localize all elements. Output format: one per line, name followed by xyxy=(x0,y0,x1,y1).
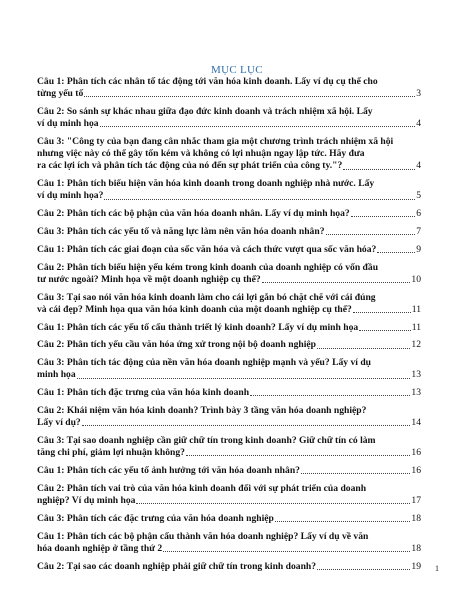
dot-leader xyxy=(326,233,416,235)
toc-entry-title-line: Câu 1: Phân tích các nhân tố tác động tới văn hóa kinh doanh. Lấy ví dụ cụ thể cho xyxy=(37,76,378,87)
toc-entry[interactable] xyxy=(37,561,421,573)
toc-entry-title-line: Câu 1: Phân tích các bộ phận cấu thành văn hóa doanh nghiệp? Lấy ví dụ về văn xyxy=(37,530,369,542)
toc-entry-title-end: Câu 1: Phân tích đặc trưng của văn hóa kinh doanh xyxy=(37,387,250,399)
dot-leader xyxy=(136,502,410,504)
toc-entry-page-number: 19 xyxy=(411,560,421,572)
toc-entry-page-number: 11 xyxy=(411,321,421,333)
dot-leader xyxy=(262,281,411,283)
toc-entry-page-number: 4 xyxy=(416,118,421,130)
toc-entry-title-line: Câu 2: Khái niệm văn hóa kinh doanh? Trình bày 3 tầng văn hóa doanh nghiệp? xyxy=(37,404,367,416)
table-of-contents xyxy=(37,76,421,578)
toc-entry-page-number: 6 xyxy=(416,208,421,220)
toc-entry-title-line: Câu 3: Tại sao doanh nghiệp cần giữ chữ tín trong kinh doanh? Giữ chữ tín có làm xyxy=(37,434,376,446)
toc-entry-title-end: từng yếu tố xyxy=(37,88,84,100)
toc-entry-last-line xyxy=(37,304,421,316)
toc-entry-title-end: Câu 2: Phân tích yếu cầu văn hóa ứng xử trong nội bộ doanh nghiệp xyxy=(37,339,316,351)
toc-entry-title-line: Câu 1: Phân tích biểu hiện văn hóa kinh doanh trong doanh nghiệp nhà nước. Lấy xyxy=(37,178,375,190)
toc-entry-page-number: 9 xyxy=(416,243,421,255)
toc-entry-title-line: Câu 2: Phân tích vai trò của văn hóa kinh doanh đối với sự phát triển của doanh xyxy=(37,482,367,494)
toc-entry-last-line xyxy=(37,417,421,429)
dot-leader xyxy=(250,394,410,396)
toc-entry[interactable] xyxy=(37,387,421,399)
toc-entry-title-line: Câu 3: Phân tích tác động của nền văn hóa doanh nghiệp mạnh và yếu? Lấy ví dụ xyxy=(37,357,371,369)
toc-entry-last-line xyxy=(37,118,421,130)
dot-leader xyxy=(163,550,410,552)
toc-entry-last-line xyxy=(37,208,421,220)
toc-entry-page-number: 4 xyxy=(416,160,421,172)
toc-entry-page-number: 13 xyxy=(411,387,421,399)
toc-entry[interactable] xyxy=(37,435,421,459)
toc-entry-title-end: ví dụ minh họa? xyxy=(37,190,104,202)
toc-entry-last-line xyxy=(37,160,421,172)
page-number: 1 xyxy=(435,564,439,573)
toc-entry-page-number: 13 xyxy=(411,369,421,381)
toc-heading: MỤC LỤC xyxy=(211,64,263,76)
toc-entry-page-number: 3 xyxy=(416,88,421,100)
toc-entry-title-end: Lấy ví dụ? xyxy=(37,417,81,429)
toc-entry[interactable] xyxy=(37,106,421,130)
toc-entry-title-end: minh họa xyxy=(37,369,76,381)
toc-entry[interactable] xyxy=(37,262,421,286)
toc-entry-title-end: Câu 1: Phân tích các giai đoạn của sốc văn hóa và cách thức vượt qua sốc văn hóa? xyxy=(37,243,377,255)
dot-leader xyxy=(100,125,416,127)
toc-entry[interactable] xyxy=(37,226,421,238)
dot-leader xyxy=(84,95,415,97)
toc-entry[interactable] xyxy=(37,339,421,351)
toc-entry-page-number: 5 xyxy=(416,190,421,202)
toc-entry-last-line xyxy=(37,543,421,555)
dot-leader xyxy=(377,251,415,253)
toc-entry-title-line: Câu 2: Phân tích biểu hiện yếu kém trong kinh doanh của doanh nghiệp có vốn đầu xyxy=(37,261,379,273)
toc-entry-last-line xyxy=(37,387,421,399)
toc-entry-page-number: 18 xyxy=(411,542,421,554)
toc-entry-page-number: 12 xyxy=(411,339,421,351)
toc-entry-last-line xyxy=(37,513,421,525)
toc-entry-last-line xyxy=(37,495,421,507)
dot-leader xyxy=(343,168,415,170)
toc-entry-last-line xyxy=(37,244,421,256)
toc-entry-last-line xyxy=(37,274,421,286)
dot-leader xyxy=(275,520,411,522)
toc-entry[interactable] xyxy=(37,465,421,477)
dot-leader xyxy=(186,454,410,456)
toc-entry-last-line xyxy=(37,339,421,351)
toc-entry[interactable] xyxy=(37,531,421,555)
toc-entry[interactable] xyxy=(37,136,421,173)
toc-entry-last-line xyxy=(37,226,421,238)
toc-entry-title-line: Câu 2: So sánh sự khác nhau giữa đạo đức kinh doanh và trách nhiệm xã hội. Lấy xyxy=(37,106,373,117)
toc-entry-title-end: Câu 2: Phân tích các bộ phận của văn hóa doanh nhân. Lấy ví dụ minh họa? xyxy=(37,208,350,220)
toc-entry-title-end: Câu 2: Tại sao các doanh nghiệp phải giữ chữ tín trong kinh doanh? xyxy=(37,560,317,572)
toc-entry-title-end: Câu 1: Phân tích các yếu tố ảnh hưởng tới văn hóa doanh nhân? xyxy=(37,464,300,476)
toc-entry-title-end: hóa doanh nghiệp ở tầng thứ 2 xyxy=(37,542,163,554)
dot-leader xyxy=(317,347,410,349)
toc-entry[interactable] xyxy=(37,322,421,334)
toc-entry[interactable] xyxy=(37,76,421,100)
dot-leader xyxy=(317,568,410,570)
toc-entry-page-number: 17 xyxy=(411,494,421,506)
dot-leader xyxy=(351,215,416,217)
toc-entry-page-number: 16 xyxy=(411,464,421,476)
toc-entry-title-end: Câu 3: Phân tích các đặc trưng của văn hóa doanh nghiệp xyxy=(37,512,274,524)
toc-entry-last-line xyxy=(37,322,421,334)
toc-entry-last-line xyxy=(37,190,421,202)
toc-entry-title-end: Câu 1: Phân tích các yếu tố cấu thành triết lý kinh doanh? Lấy ví dụ minh họa xyxy=(37,321,359,333)
toc-entry-title-end: và cái đẹp? Minh họa qua văn hóa kinh doanh của một doanh nghiệp cụ thể? xyxy=(37,303,352,315)
toc-entry-last-line xyxy=(37,447,421,459)
toc-entry-title-end: nghiệp? Ví dụ minh họa xyxy=(37,494,136,506)
dot-leader xyxy=(104,198,415,200)
toc-entry-last-line xyxy=(37,465,421,477)
toc-entry-page-number: 11 xyxy=(411,303,421,315)
toc-entry-title-end: ra các lợi ích và phân tích tác động của nó đến sự phát triển của công ty."? xyxy=(37,160,343,172)
toc-entry[interactable] xyxy=(37,405,421,429)
dot-leader xyxy=(301,472,410,474)
dot-leader xyxy=(77,377,411,379)
toc-entry[interactable] xyxy=(37,292,421,316)
toc-entry-title-end: Câu 3: Phân tích các yếu tố và năng lực làm nên văn hóa doanh nhân? xyxy=(37,226,325,237)
toc-entry-page-number: 7 xyxy=(416,226,421,237)
toc-entry[interactable] xyxy=(37,244,421,256)
toc-entry[interactable] xyxy=(37,483,421,507)
toc-entry-last-line xyxy=(37,88,421,100)
toc-entry-title-end: tăng chi phí, giảm lợi nhuận không? xyxy=(37,447,185,459)
dot-leader xyxy=(359,329,411,331)
toc-entry-title-end: tư nước ngoài? Minh họa về một doanh nghiệp cụ thể? xyxy=(37,273,261,285)
toc-entry[interactable] xyxy=(37,513,421,525)
toc-entry-title-line: Câu 3: Tại sao nói văn hóa kinh doanh làm cho cái lợi gắn bó chặt chẽ với cái đúng xyxy=(37,291,376,303)
toc-entry-page-number: 14 xyxy=(411,417,421,429)
toc-entry[interactable] xyxy=(37,208,421,220)
toc-entry-last-line xyxy=(37,369,421,381)
toc-entry-title-line: Câu 3: "Công ty của bạn đang cân nhắc tham gia một chương trình trách nhiệm xã hội nhưng việc này có thể gây tốn kém và không có lợi nhuận ngay lập tức. Hãy đưa xyxy=(37,136,394,160)
toc-entry-page-number: 18 xyxy=(411,512,421,524)
toc-entry[interactable] xyxy=(37,178,421,202)
dot-leader xyxy=(353,311,411,313)
toc-entry-title-end: ví dụ minh họa xyxy=(37,118,99,130)
toc-entry[interactable] xyxy=(37,357,421,381)
toc-entry-page-number: 16 xyxy=(411,447,421,459)
toc-entry-last-line xyxy=(37,561,421,573)
toc-entry-page-number: 10 xyxy=(411,273,421,285)
dot-leader xyxy=(82,424,411,426)
